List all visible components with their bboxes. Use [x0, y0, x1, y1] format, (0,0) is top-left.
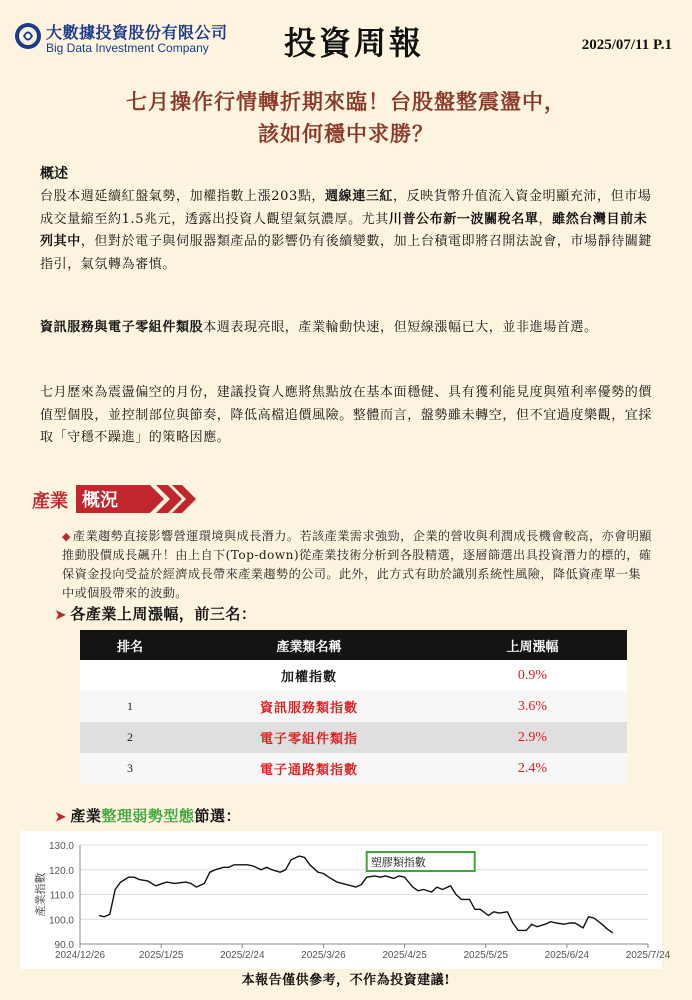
- plastics-index-chart: [20, 831, 671, 969]
- disclaimer: 本報告僅供參考，不作為投資建議!: [241, 973, 451, 988]
- table-header-row: [80, 630, 627, 660]
- report-date-page: 2025/07/11 P.1: [581, 37, 672, 53]
- emphasis-text: 週線連三紅: [325, 189, 394, 204]
- col-header-rank: 排名: [80, 630, 180, 660]
- cell-change: 2.4%: [438, 753, 627, 784]
- col-header-industry: 產業類名稱: [180, 630, 438, 660]
- overview-paragraph-3: 七月歷來為震盪偏空的月份，建議投資人應將焦點放在基本面穩健、具有獲利能見度與殖利率優勢的價值型個股，並控制部位與節奏，降低高檔追價風險。整體而言，盤勢雖未轉空，但不宜過度樂觀，宜採取「守穩不躁進」的策略因應。: [40, 385, 653, 445]
- emphasis-text: 川普公布新一波關稅名單: [388, 211, 539, 227]
- line-chart-svg: [20, 831, 671, 969]
- body-text: 台股本週延續紅盤氣勢，加權指數上漲203點，: [40, 189, 326, 204]
- cell-rank: 2: [80, 722, 180, 753]
- x-tick-label: 2025/7/24: [625, 950, 671, 961]
- cell-industry: 電子通路類指數: [180, 753, 438, 784]
- emphasis-text: 雖然台灣目前未列其中: [40, 211, 648, 249]
- industry-banner-label-2: 概況: [80, 486, 120, 512]
- cell-change: 0.9%: [438, 660, 627, 691]
- overview-heading: 概述: [40, 166, 68, 182]
- body-text: ，反映貨幣升值流入資金明顯充沛，但市場成交量縮至約1.5兆元，透露出投資人觀望氣氛濃厚。尤其: [40, 189, 652, 227]
- table-row: [80, 753, 627, 784]
- table-row: [80, 691, 627, 722]
- y-tick-label: 120.0: [48, 865, 74, 877]
- y-tick-label: 100.0: [48, 915, 74, 927]
- arrow-right-icon: ➤: [55, 810, 67, 825]
- industry-banner-label-1: 產業: [32, 491, 68, 512]
- weak-heading-part-b: 整理弱勢型態: [101, 807, 195, 825]
- emphasis-text: 資訊服務與電子零組件類股: [40, 320, 204, 335]
- company-name-en: Big Data Investment Company: [46, 41, 209, 55]
- company-name-cn: 大數據投資股份有限公司: [46, 23, 228, 42]
- cell-industry: 電子零組件類指: [180, 722, 438, 753]
- cell-change: 2.9%: [438, 722, 627, 753]
- report-header: [0, 0, 692, 70]
- body-text: 本週表現亮眼，產業輪動快速，但短線漲幅已大，並非進場首選。: [203, 320, 598, 335]
- industry-bullet-text: 產業趨勢直接影響營運環境與成長潛力。若該產業需求強勁，企業的營收與利潤成長機會較高，亦會明顯推動股價成長飆升！由上自下(Top-down)從產業技術分析到各股精選，逐層篩選出具投資潛力的標的，確保資金投向受益於經濟成長帶來產業趨勢的公司。此外，此方式有助於識別系統性風險，降低資產單一集中或個股帶來的波動。: [62, 529, 652, 600]
- legend-label: 塑膠類指數: [370, 856, 426, 869]
- y-tick-label: 90.0: [54, 940, 74, 951]
- headline-line-1: 七月操作行情轉折期來臨！台股盤整震盪中，: [126, 89, 566, 114]
- y-tick-label: 130.0: [48, 841, 74, 852]
- x-tick-label: 2025/5/25: [463, 950, 508, 961]
- industry-rank-table: [80, 630, 627, 784]
- x-tick-label: 2025/1/25: [138, 950, 184, 961]
- cell-rank: 3: [80, 753, 180, 784]
- x-tick-label: 2024/12/26: [54, 950, 106, 961]
- cell-industry: 加權指數: [180, 660, 438, 691]
- weak-heading-part-c: 節選：: [194, 807, 241, 825]
- diamond-bullet-icon: ◆: [62, 530, 71, 543]
- report-title: 投資周報: [284, 24, 425, 62]
- headline-line-2: 該如何穩中求勝？: [258, 121, 434, 146]
- x-tick-label: 2025/6/24: [544, 950, 590, 961]
- x-tick-label: 2025/3/26: [301, 950, 346, 961]
- body-text: ，: [538, 211, 553, 227]
- y-axis-label: 產業指數: [34, 872, 47, 917]
- x-tick-label: 2025/4/25: [382, 950, 427, 961]
- table-row: [80, 722, 627, 753]
- cell-change: 3.6%: [438, 691, 627, 722]
- col-header-change: 上周漲幅: [438, 630, 627, 660]
- top3-heading: [55, 603, 256, 624]
- x-tick-label: 2025/2/24: [220, 950, 265, 961]
- overview-paragraph-1: [40, 186, 660, 276]
- cell-rank: [80, 660, 180, 691]
- cell-rank: 1: [80, 691, 180, 722]
- cell-industry: 資訊服務類指數: [180, 691, 438, 722]
- headline: [0, 86, 692, 150]
- weak-heading: [55, 805, 241, 826]
- body-text: ，但對於電子與伺服器類產品的影響仍有後續變數，加上台積電即將召開法說會，市場靜待關鍵指引，氣氛轉為審慎。: [40, 234, 653, 272]
- big-data-logo-icon: [14, 22, 42, 50]
- y-tick-label: 110.0: [49, 890, 74, 902]
- table-row: [80, 660, 627, 691]
- weak-heading-part-a: 產業: [70, 807, 102, 825]
- top3-heading-text: 各產業上周漲幅，前三名：: [70, 605, 257, 623]
- industry-bullet: [62, 527, 652, 603]
- overview-paragraph-2: [40, 317, 660, 340]
- arrow-right-icon: ➤: [55, 608, 67, 623]
